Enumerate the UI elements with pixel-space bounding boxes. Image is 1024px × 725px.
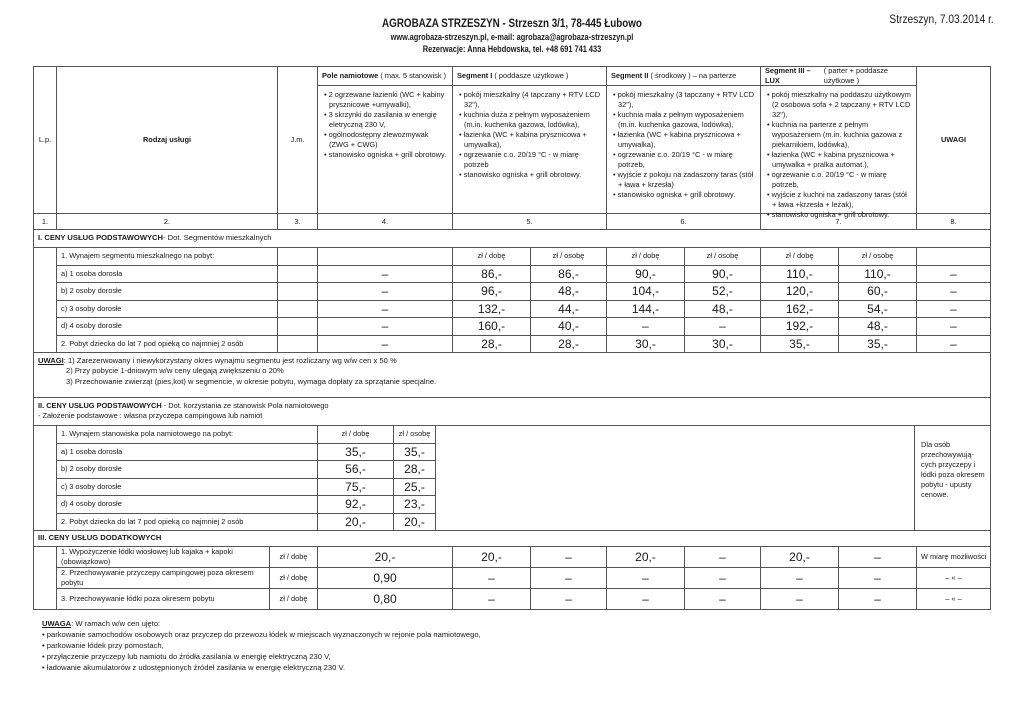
empty-cell xyxy=(278,336,318,354)
empty-cell xyxy=(278,266,318,284)
section-2-head-label: 1. Wynajem stanowiska pola namiotowego na pobyt: xyxy=(57,426,318,444)
section-1-row-label: a) 1 osoba dorosła xyxy=(57,266,278,284)
unit-label: zł / osobę xyxy=(531,248,607,266)
seg3-features xyxy=(761,86,917,219)
price-value: – xyxy=(839,589,917,610)
feature-item: • stanowisko ogniska + grill obrotowy. xyxy=(613,189,736,199)
price-value: – xyxy=(318,301,453,319)
price-value: – xyxy=(318,283,453,301)
note-line: 3) Przechowanie zwierząt (pies,kot) w segmencie, w okresie pobytu, wymaga dopłaty za sprzątanie specjalne. xyxy=(66,376,437,386)
section-2-title-bold: II. CENY USŁUG PODSTAWOWYCH xyxy=(38,401,162,410)
price-value: – xyxy=(839,547,917,568)
col-header-seg1 xyxy=(453,66,607,86)
col-number: 3. xyxy=(278,214,318,230)
section-3-row-label: 3. Przechowywanie łódki poza okresem pobytu xyxy=(57,589,270,610)
section-1-row-label: b) 2 osoby dorosłe xyxy=(57,283,278,301)
unit-label: zł / dobę xyxy=(270,547,318,568)
empty-cell xyxy=(33,547,57,610)
price-value: 35,- xyxy=(394,444,436,462)
col-number: 1. xyxy=(33,214,57,230)
price-value: 35,- xyxy=(318,444,394,462)
price-value: – xyxy=(531,589,607,610)
footer-item: • parkowanie łódek przy pomostach, xyxy=(42,641,164,650)
section-1-title-bold: I. CENY USŁUG PODSTAWOWYCH xyxy=(38,233,164,243)
price-value: 48,- xyxy=(839,318,917,336)
price-value: – xyxy=(917,301,991,319)
price-value: – xyxy=(607,568,685,589)
feature-item: • kuchnia duża z pełnym wyposażeniem (m.in. kuchenka gazowa, lodówka), xyxy=(459,109,590,129)
price-value: 0,90 xyxy=(318,568,453,589)
note-line: : 1) Zarezerwowany i niewykorzystany okres wynajmu segmentu jest rozliczany wg w/w cen x 50 % xyxy=(63,356,397,365)
price-value: 162,- xyxy=(761,301,839,319)
section-1-row-label: 2. Pobyt dziecka do lat 7 pod opieką co najmniej 2 osób xyxy=(57,336,278,354)
note-line: 2) Przy pobycie 1-dniowym w/w ceny ulegają zwiększeniu o 20% xyxy=(66,366,284,376)
col-header-seg2 xyxy=(607,66,761,86)
unit-label: zł / osobę xyxy=(839,248,917,266)
notes-label: UWAGI xyxy=(38,356,64,365)
price-value: – xyxy=(917,336,991,354)
seg2-features xyxy=(607,86,761,214)
unit-label: zł / dobę xyxy=(453,248,531,266)
section-2-row-label: c) 3 osoby dorosłe xyxy=(57,479,318,497)
seg2-subtitle: ( środkowy ) – na parterze xyxy=(650,71,737,80)
col-number: 5. xyxy=(453,214,607,230)
price-value: 20,- xyxy=(607,547,685,568)
section-1-notes xyxy=(33,353,991,398)
empty-cell xyxy=(436,426,915,531)
seg2-title: Segment II xyxy=(611,71,649,80)
feature-item: • stanowisko ogniska + grill obrotowy. xyxy=(324,149,447,159)
price-value: 110,- xyxy=(761,266,839,284)
seg1-features xyxy=(453,86,607,214)
seg1-subtitle: ( poddasze użytkowe ) xyxy=(494,71,569,80)
section-2-row-label: d) 4 osoby dorosłe xyxy=(57,496,318,514)
feature-item: • ogrzewanie c.o. 20/19 °C - w miarę potrzeb, xyxy=(767,169,887,189)
seg3-subtitle: ( parter + poddasze użytkowe ) xyxy=(823,66,889,85)
feature-item: • kuchnia mała z pełnym wyposażeniem (m.in. kuchenka gazowa, lodówka), xyxy=(613,109,744,129)
seg1-title: Segment I xyxy=(457,71,493,80)
price-value: 110,- xyxy=(839,266,917,284)
col-number: 8. xyxy=(917,214,991,230)
price-value: – xyxy=(761,568,839,589)
feature-item: • łazienka (WC + kabina prysznicowa + umywalka), xyxy=(459,129,587,149)
footer-item: • parkowanie samochodów osobowych oraz przyczep do przewozu łódek w miejscach wyznaczonych w rejonie pola namiotowego, xyxy=(42,630,481,639)
company-title: AGROBAZA STRZESZYN - Strzeszn 3/1, 78-445 Łubowo xyxy=(382,16,642,30)
empty-cell xyxy=(278,318,318,336)
feature-item: • stanowisko ogniska + grill obrotowy. xyxy=(459,169,582,179)
price-value: – xyxy=(453,589,531,610)
price-value: 20,- xyxy=(761,547,839,568)
feature-item: • wyjście z kuchni na zadaszony taras (stół + ława +krzesła + leżak), xyxy=(767,189,907,209)
col-header-uwagi: UWAGI xyxy=(917,66,991,214)
unit-label: zł / dobę xyxy=(270,589,318,610)
footer-notes xyxy=(42,618,481,673)
company-web: www.agrobaza-strzeszyn.pl, e-mail: agrobaza@agrobaza-strzeszyn.pl xyxy=(390,32,634,42)
pole-title: Pole namiotowe xyxy=(322,71,379,80)
price-value: 44,- xyxy=(531,301,607,319)
col-header-pole xyxy=(318,66,453,86)
pole-features xyxy=(318,86,453,214)
price-value: 90,- xyxy=(607,266,685,284)
section-3-note: – « – xyxy=(917,568,991,589)
price-value: – xyxy=(685,589,761,610)
feature-item: • łazienka (WC + kabina prysznicowa + umywalka), xyxy=(613,129,741,149)
col-header-jm: J.m. xyxy=(278,66,318,214)
empty-cell xyxy=(318,248,453,266)
price-value: 160,- xyxy=(453,318,531,336)
price-value: – xyxy=(685,318,761,336)
section-2-title xyxy=(33,398,991,426)
col-number: 6. xyxy=(607,214,761,230)
feature-item: • stanowisko ogniska + grill obrotowy. xyxy=(767,209,890,219)
price-value: – xyxy=(917,318,991,336)
price-value: 35,- xyxy=(839,336,917,354)
section-3-row-label: 1. Wypożyczenie łódki wiosłowej lub kajaka + kapoki (obowiązkowo) xyxy=(57,547,270,568)
empty-cell xyxy=(278,248,318,266)
price-value: 0,80 xyxy=(318,589,453,610)
col-number: 2. xyxy=(57,214,278,230)
footer-intro: : W ramach w/w cen ujęto: xyxy=(71,619,161,628)
col-header-lp: L.p. xyxy=(33,66,57,214)
unit-label: zł / dobę xyxy=(761,248,839,266)
empty-cell xyxy=(278,283,318,301)
feature-item: • ogrzewanie c.o. 20/19 °C - w miarę potrzeb xyxy=(459,149,579,169)
price-value: – xyxy=(531,568,607,589)
empty-cell xyxy=(33,248,57,353)
price-value: 35,- xyxy=(761,336,839,354)
price-value: 132,- xyxy=(453,301,531,319)
unit-label: zł / dobę xyxy=(318,426,394,444)
unit-label: zł / dobę xyxy=(270,568,318,589)
col-number: 4. xyxy=(318,214,453,230)
empty-cell xyxy=(278,301,318,319)
price-value: 120,- xyxy=(761,283,839,301)
col-header-seg3 xyxy=(761,66,917,86)
section-1-row-label: d) 4 osoby dorosłe xyxy=(57,318,278,336)
reservation-contact: Rezerwacje: Anna Hebdowska, tel. +48 691 741 433 xyxy=(422,44,602,54)
section-3-note: – « – xyxy=(917,589,991,610)
section-3-title: III. CENY USŁUG DODATKOWYCH xyxy=(33,531,991,547)
price-value: 30,- xyxy=(607,336,685,354)
price-value: – xyxy=(607,318,685,336)
document-date: Strzeszyn, 7.03.2014 r. xyxy=(889,12,994,26)
price-value: – xyxy=(761,589,839,610)
unit-label: zł / dobę xyxy=(607,248,685,266)
price-value: 20,- xyxy=(453,547,531,568)
seg3-title: Segment III – LUX xyxy=(765,66,811,85)
price-value: 56,- xyxy=(318,461,394,479)
price-value: – xyxy=(685,568,761,589)
section-2-row-label: b) 2 osoby dorosłe xyxy=(57,461,318,479)
price-value: – xyxy=(453,568,531,589)
price-value: 54,- xyxy=(839,301,917,319)
price-value: 144,- xyxy=(607,301,685,319)
feature-item: • ogólnodostępny zlewozmywak (ZWG + CWG) xyxy=(324,129,429,149)
feature-item: • wyjście z pokoju na zadaszony taras (stół + ława + krzesła) xyxy=(613,169,754,189)
price-value: – xyxy=(917,283,991,301)
document-header xyxy=(0,16,1024,54)
price-value: 90,- xyxy=(685,266,761,284)
feature-item: • pokój mieszkalny (4 tapczany + RTV LCD 32"), xyxy=(459,90,601,109)
price-value: 86,- xyxy=(531,266,607,284)
footer-item: • ładowanie akumulatorów z udostępnionych źródeł zasilania w energię elektryczną 230 V. xyxy=(42,663,345,672)
feature-item: • 2 ogrzewane łazienki (WC + kabiny prysznicowe +umywalki), xyxy=(324,90,445,109)
price-value: – xyxy=(531,547,607,568)
price-value: 20,- xyxy=(318,547,453,568)
feature-item: • kuchnia na parterze z pełnym wyposażeniem (m.in. kuchnia gazowa z piekarnikiem, lodówka), xyxy=(767,119,903,149)
feature-item: • pokój mieszkalny na poddaszu użytkowym (2 osobowa sofa + 2 tapczany + RTV LCD 32"), xyxy=(767,90,911,119)
price-value: – xyxy=(685,547,761,568)
price-value: 48,- xyxy=(531,283,607,301)
empty-cell xyxy=(33,426,57,531)
section-2-row-label: 2. Pobyt dziecka do lat 7 pod opieką co najmniej 2 osób xyxy=(57,514,318,532)
feature-item: • 3 skrzynki do zasilania w energię eletryczną 230 V, xyxy=(324,109,437,129)
price-value: 25,- xyxy=(394,479,436,497)
feature-item: • ogrzewanie c.o. 20/19 °C - w miarę potrzeb, xyxy=(613,149,733,169)
footer-item: • przyłączenie przyczepy lub namiotu do źródła zasilania w energię elektryczną 230 V, xyxy=(42,652,331,661)
price-value: 52,- xyxy=(685,283,761,301)
section-2-title-rest: - Dot. korzystania ze stanowisk Pola namiotowego xyxy=(161,401,329,410)
section-2-subtitle: - Założenie podstawowe : własna przyczepa campingowa lub namiot xyxy=(38,410,263,420)
price-value: 28,- xyxy=(453,336,531,354)
price-value: – xyxy=(318,318,453,336)
col-number: 7. xyxy=(761,214,917,230)
price-value: 75,- xyxy=(318,479,394,497)
price-value: 92,- xyxy=(318,496,394,514)
section-1-title xyxy=(33,230,991,248)
section-3-row-label: 2. Przechowywanie przyczepy campingowej poza okresem pobytu xyxy=(57,568,270,589)
col-header-service: Rodzaj usługi xyxy=(57,66,278,214)
price-value: 104,- xyxy=(607,283,685,301)
section-1-row-label: c) 3 osoby dorosłe xyxy=(57,301,278,319)
feature-item: • łazienka (WC + kabina prysznicowa + umywalka + pralka automat.), xyxy=(767,149,895,169)
price-value: – xyxy=(318,266,453,284)
section-2-note: Dla osób przechowywują-cych przyczepy i łódki poza okresem pobytu - upusty cenowe. xyxy=(915,426,991,531)
feature-item: • pokój mieszkalny (3 tapczany + RTV LCD 32"), xyxy=(613,90,755,109)
section-1-head-label: 1. Wynajem segmentu mieszkalnego na pobyt: xyxy=(57,248,278,266)
price-value: – xyxy=(318,336,453,354)
price-value: 20,- xyxy=(318,514,394,532)
unit-label: zł / osobę xyxy=(685,248,761,266)
price-value: – xyxy=(607,589,685,610)
price-value: 48,- xyxy=(685,301,761,319)
section-3-note: W miarę możliwości xyxy=(917,547,991,568)
price-value: 86,- xyxy=(453,266,531,284)
empty-cell xyxy=(917,248,991,266)
price-value: 30,- xyxy=(685,336,761,354)
price-value: 40,- xyxy=(531,318,607,336)
price-value: 23,- xyxy=(394,496,436,514)
price-value: 192,- xyxy=(761,318,839,336)
section-2-row-label: a) 1 osoba dorosła xyxy=(57,444,318,462)
price-value: 96,- xyxy=(453,283,531,301)
price-value: 28,- xyxy=(531,336,607,354)
pole-subtitle: ( max. 5 stanowisk ) xyxy=(380,71,447,80)
section-1-title-rest: - Dot. Segmentów mieszkalnych xyxy=(163,233,272,243)
price-value: – xyxy=(839,568,917,589)
price-value: – xyxy=(917,266,991,284)
price-table xyxy=(33,66,991,631)
price-value: 20,- xyxy=(394,514,436,532)
price-value: 28,- xyxy=(394,461,436,479)
footer-label: UWAGA xyxy=(42,619,72,628)
unit-label: zł / osobę xyxy=(394,426,436,444)
price-value: 60,- xyxy=(839,283,917,301)
